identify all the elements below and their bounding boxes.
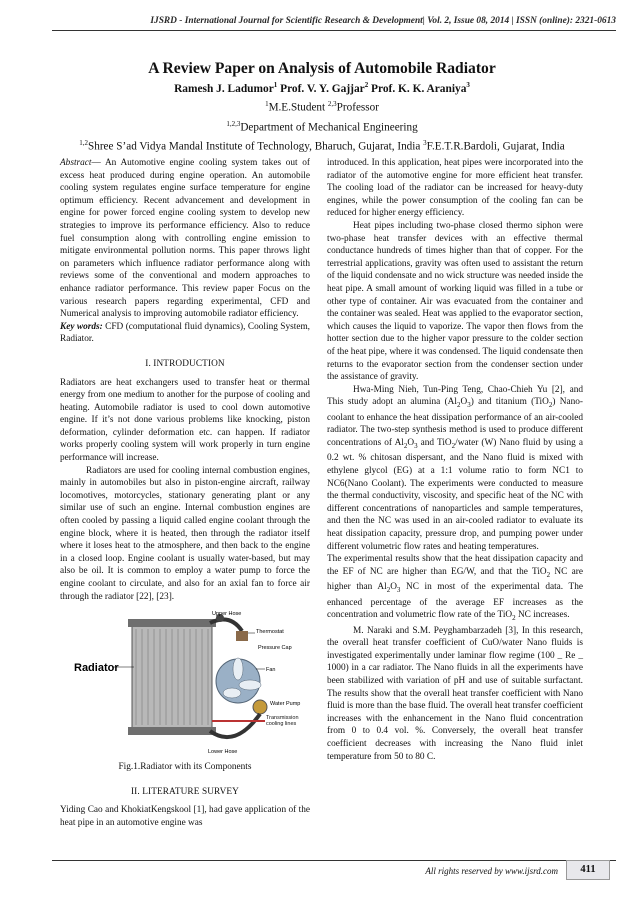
author-list: Ramesh J. Ladumor$^1$ Prof. V. Y. Gajjar$^2$ Prof. K. K. Araniya$^3$ bbox=[174, 81, 470, 95]
author-3: Prof. K. K. Araniya bbox=[368, 82, 467, 95]
footer-rights: All rights reserved by www.ijsrd.com bbox=[425, 866, 558, 876]
radiator-top-tank bbox=[128, 619, 216, 627]
right-paragraph-3: Hwa-Ming Nieh, Tun-Ping Teng, Chao-Chieh Yu [2], and This study adopt an alumina $(Al_2O_3)$ and titanium (TiO$_2$) Nano-coolant to enhance the heat dissipation performance of an air-cooled radiator. The two-step synthesis method is used to produce different concentrations of $Al_2O_3$ and TiO$_2$/water (W) Nano fluid by using a 0.2 wt. % chitosan dispersant, and the Nano fluid is mixed with ethylene glycol (EG) at a 1:1 volume ratio to form NC1 to NC6(Nano Coolant). The experiments were conducted to measure the thermal conductivity, viscosity, and specific heat of the NC with different concentrations of nanoparticles and sample temperatures, and then the NC was used in an air-cooled radiator to evaluate its heat dissipation capacity, pressure drop, and pumping power under different volumetric flow rates and heating temperatures. bbox=[327, 384, 583, 552]
radiator-bottom-tank bbox=[128, 727, 216, 735]
intro-paragraph-2: Radiators are used for cooling internal combustion engines, mainly in automobiles but also in piston-engine aircraft, railway locomotives, motorcycles, stationary generating plant or any similar use of such an engine. Internal combustion engines are often cooled by passing a liquid called engine coolant through the engine block, where it is heated, then through the radiator itself where it loses heat to the atmosphere, and then back to the engine in a closed loop. Engine coolant is usually water-based, but may also be oil. It is common to employ a water pump to force the engine coolant to circulate, and also for an axial fan to force air through the radiator [22], [23]. bbox=[60, 465, 310, 602]
keywords-label: Key words: bbox=[60, 321, 103, 332]
journal-header: IJSRD - International Journal for Scientific Research & Development| Vol. 2, Issue 08, 2014 | ISSN (online): 2321-0613 bbox=[150, 16, 616, 26]
header-rule bbox=[52, 30, 616, 31]
affiliation-department: $^{1,2,3}$Department of Mechanical Engineering bbox=[226, 119, 418, 134]
water-pump-shape bbox=[253, 700, 267, 714]
intro-paragraph-1: Radiators are heat exchangers used to transfer heat or thermal energy from one medium to another for the purpose of cooling and heating. Automobile radiator is used to cool down automotive engine. If it’s not done various problems like knocking, piston deformation, cylinder deformation etc. can happen. If radiator works properly cooling system will work properly in turn engine performance will increase. bbox=[60, 377, 310, 464]
title-block bbox=[34, 60, 610, 154]
abstract-label: Abstract bbox=[60, 158, 92, 168]
figure-caption: Fig.1.Radiator with its Components bbox=[118, 762, 252, 773]
right-paragraph-4: The experimental results show that the heat dissipation capacity and the EF of NC are higher than EG/W, and that the TiO$_2$ NC are higher than $Al_2O_3$ NC in most of the experimental data. The enhanced percentage of the average EF increases as the concentration and volumetric flow rate of the TiO$_2$ NC increases. bbox=[327, 554, 583, 623]
footer-rule bbox=[52, 860, 616, 861]
author-1: Ramesh J. Ladumor bbox=[174, 82, 274, 95]
label-transmission: Transmission cooling lines bbox=[266, 715, 299, 728]
section-heading-introduction: I. INTRODUCTION bbox=[145, 358, 225, 369]
radiator-diagram bbox=[60, 609, 310, 757]
affiliation-roles: $^1$M.E.Student $^{2,3}$Professor bbox=[265, 99, 379, 114]
literature-paragraph-1: Yiding Cao and KhokiatKengskool [1], had gave application of the heat pipe in an automotive engine was bbox=[60, 805, 310, 828]
label-pressure-cap: Pressure Cap bbox=[258, 645, 292, 652]
right-paragraph-2: Heat pipes including two-phase closed thermo siphon were two-phase heat transfer devices with an effective thermal conductance hundreds of times higher than that of copper. For the terrestrial applications, gravity was often used to assistant the return of the liquid condensate and no wick structure was needed inside the heat pipe. A small amount of working liquid was filled in a tube or other type of container. Air was evacuated from the container and the container was sealed. Heat was applied to the evaporator section, which causes the liquid to vaporize. The vapor then flows from the hotter section due to the higher vapor pressure to the colder section of the heat pipe, where it was condensed. The liquid condensate then returns to the evaporator section from the condenser section under the assistance of gravity. bbox=[327, 220, 583, 383]
right-paragraph-1: introduced. In this application, heat pipes were incorporated into the radiator of the automotive engine for more efficient heat transfer. The cooling load of the radiator can be increased for heavy-duty engines, while the power consumption of the cooling fan can be reduced for higher energy efficiency. bbox=[327, 158, 583, 219]
label-water-pump: Water Pump bbox=[270, 701, 301, 708]
right-column bbox=[327, 157, 583, 763]
label-thermostat: Thermostat bbox=[256, 629, 284, 636]
keywords: Key words: CFD (computational fluid dynamics), Cooling System, Radiator. bbox=[60, 321, 311, 345]
thermostat-shape bbox=[236, 631, 248, 641]
section-heading-literature-survey: II. LITERATURE SURVEY bbox=[130, 786, 239, 797]
label-radiator: Radiator bbox=[74, 662, 119, 675]
left-column bbox=[60, 157, 310, 830]
label-upper-hose: Upper Hose bbox=[212, 611, 242, 618]
label-lower-hose: Lower Hose bbox=[208, 749, 238, 756]
paper-title: A Review Paper on Analysis of Automobile Radiator bbox=[148, 60, 496, 77]
page-number: 411 bbox=[566, 860, 610, 880]
label-fan: Fan bbox=[266, 667, 276, 674]
right-paragraph-5: M. Naraki and S.M. Peyghambarzadeh [3], In this research, the overall heat transfer coefficient of CuO/water Nano fluids is investigated experimentally under laminar flow regime (100 _ Re _ 1000) in a car radiator. The Nano fluids in all the experiments have been stabilized with variation of pH and use of suitable surfactant. The results show that the overall heat transfer coefficient with Nano fluid is more than the base fluid. The overall heat transfer coefficient increases with the enhancement in the Nano fluid concentration from 0 to 0.4 vol. %. Conversely, the overall heat transfer coefficient decreases with increasing the Nano fluid inlet temperature from 50 to 80 C. bbox=[327, 625, 583, 762]
author-2: Prof. V. Y. Gajjar bbox=[277, 82, 365, 95]
radiator-figure bbox=[60, 609, 310, 757]
affiliation-institutes: $^{1,2}$Shree S’ad Vidya Mandal Institute of Technology, Bharuch, Gujarat, India $^3$F.E.T.R.Bardoli, Gujarat, India bbox=[79, 139, 565, 153]
lower-hose-shape bbox=[210, 714, 260, 737]
abstract: Abstract— An Automotive engine cooling system takes out of excess heat produced during engine operation. An automobile cooling system regulates engine surface temperature for engine optimum efficiency. Recent advancement and development in engine for power forced engine cooling system to develop new strategies to improve its performance efficiency. Also to reduce fuel consumption along with controlling engine emission to mitigate environmental pollution norms. This paper throws light on parameters which influence radiator performance along with reviews some of the conventional and modern approaches to enhance radiator performance. This review paper Focus on the various research papers regarding experimental, CFD and Numerical analysis to improving automobile radiator efficiency. bbox=[60, 158, 310, 320]
